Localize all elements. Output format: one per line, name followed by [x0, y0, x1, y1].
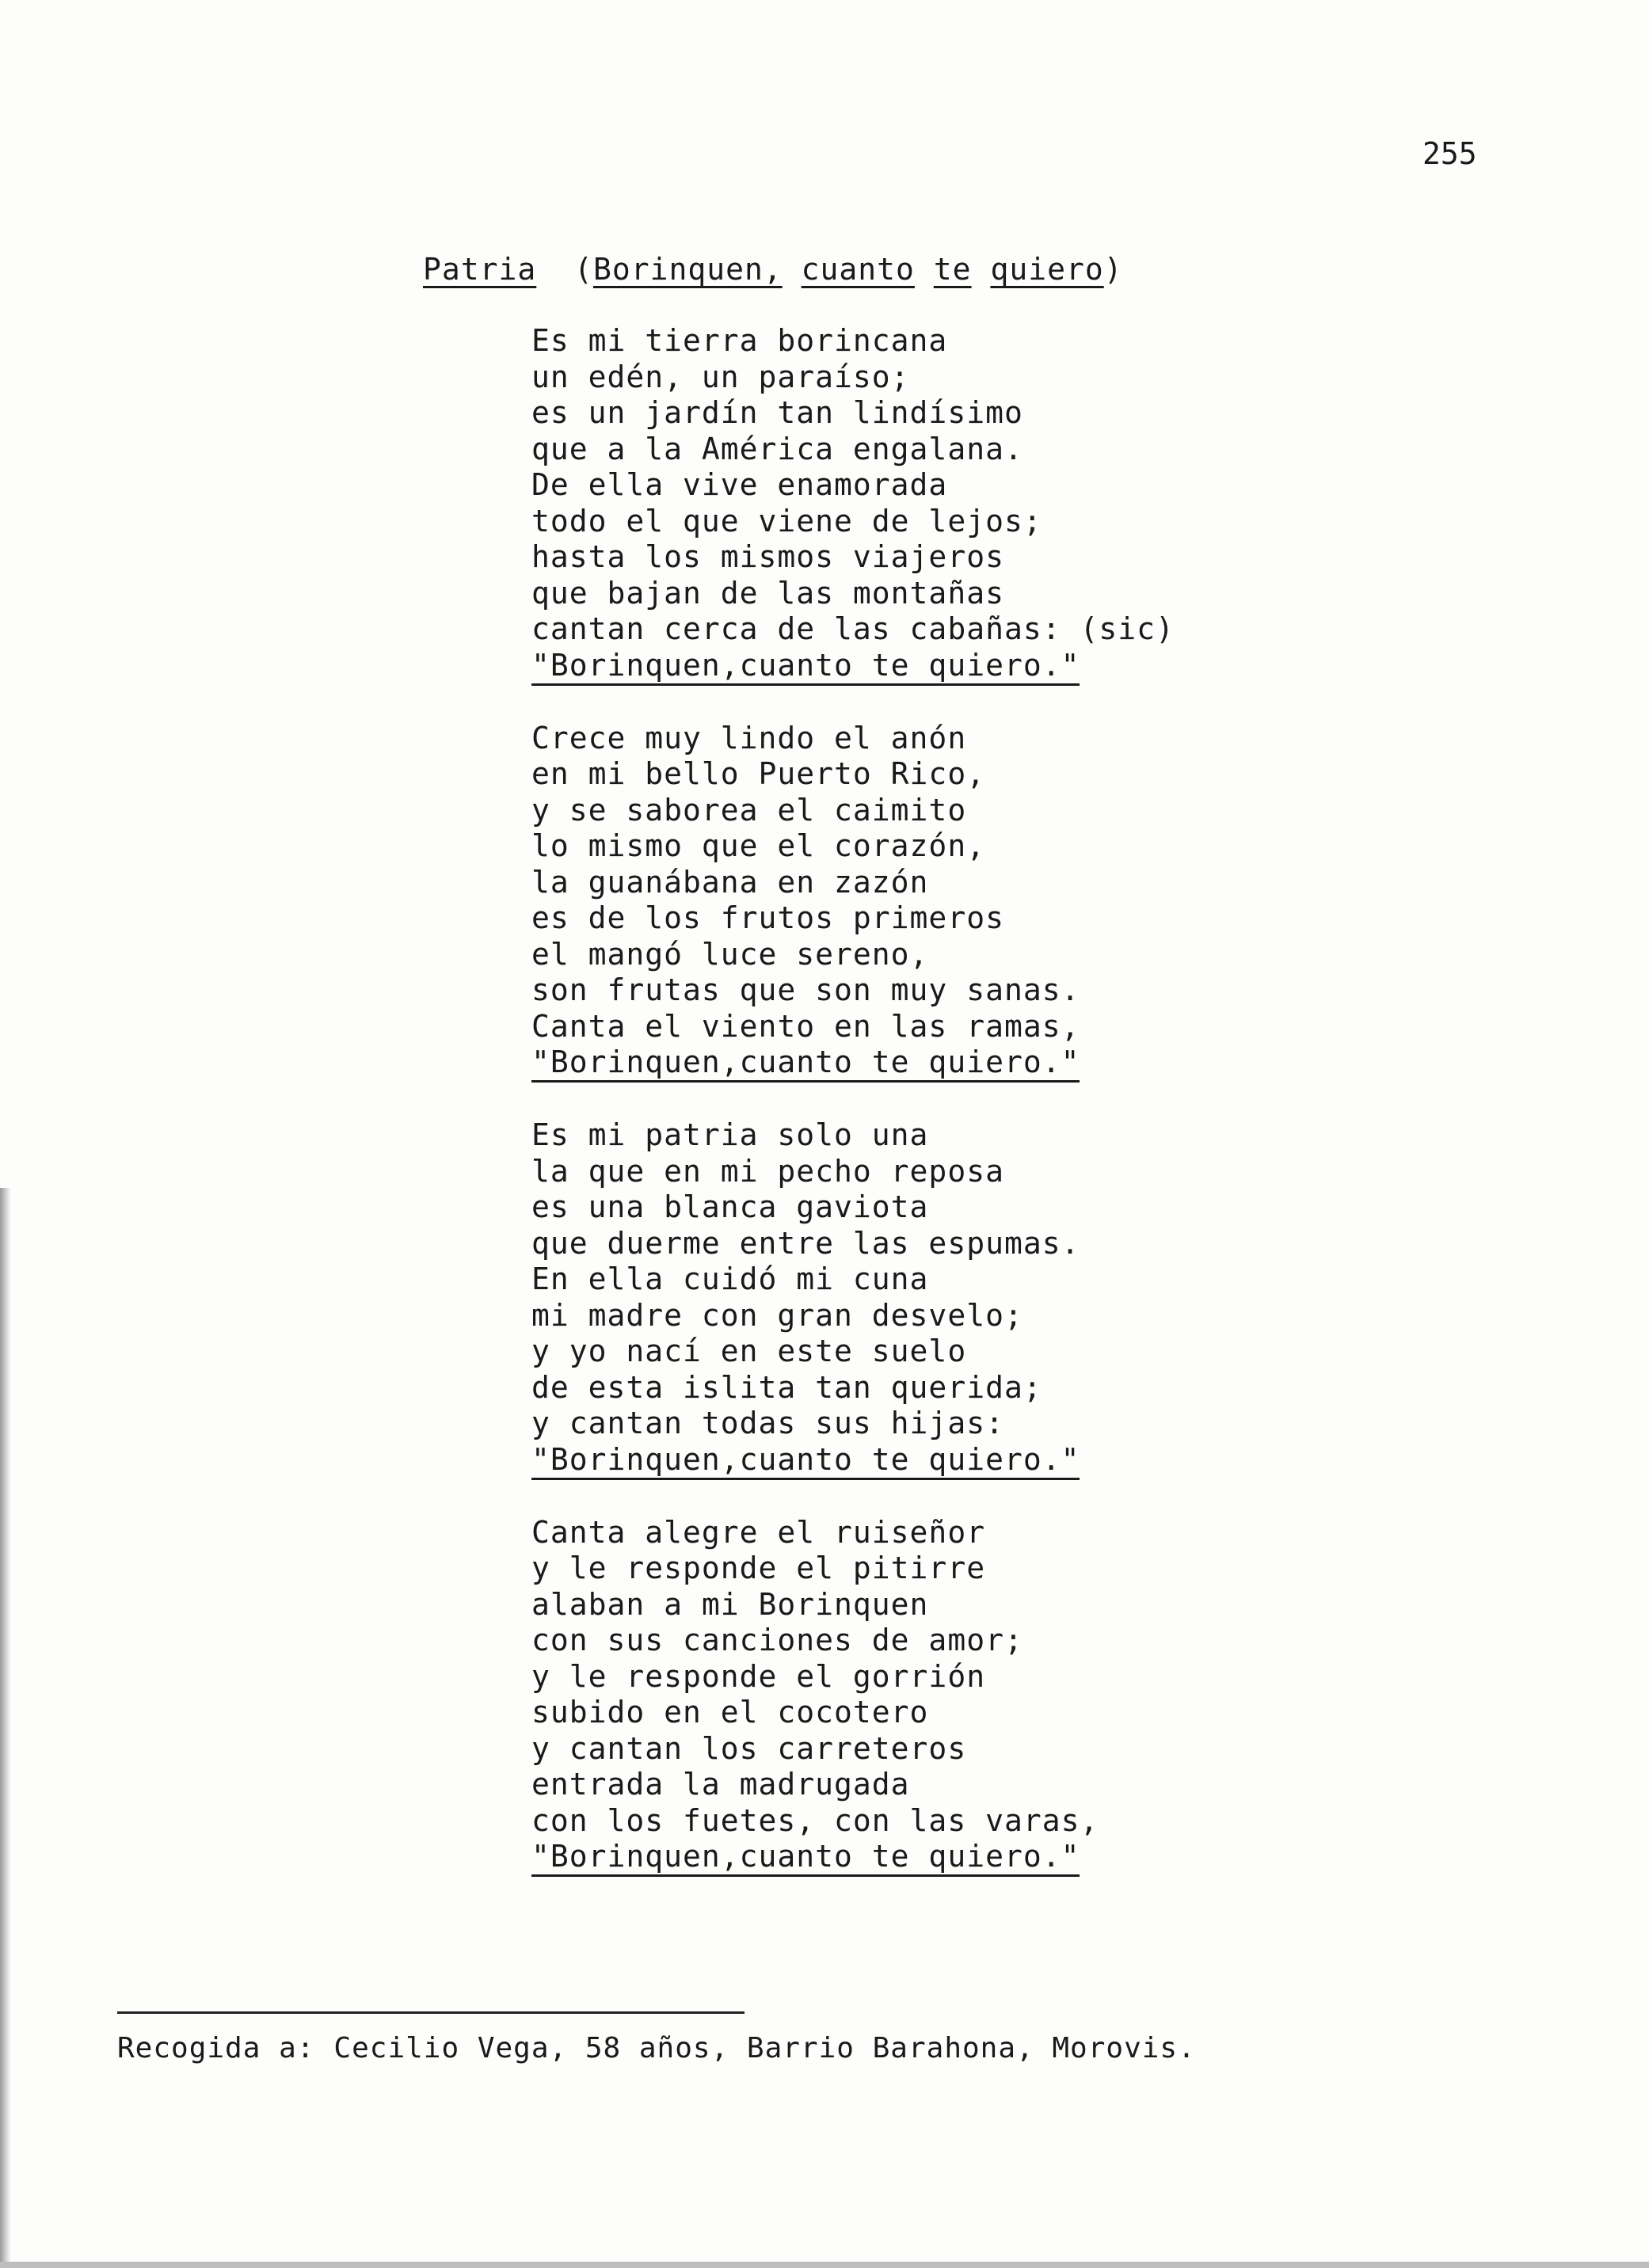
refrain-line: "Borinquen,cuanto te quiero." — [531, 1045, 1080, 1083]
verse-line: el mangó luce sereno, — [531, 936, 929, 972]
title-sub-4: quiero — [990, 252, 1104, 287]
page-number: 255 — [1422, 136, 1477, 171]
verse-line: es de los frutos primeros — [531, 900, 1004, 935]
verse-line: Crece muy lindo el anón — [531, 720, 967, 755]
verse-line: y se saborea el caimito — [531, 792, 967, 828]
verse-line: y yo nací en este suelo — [531, 1334, 967, 1368]
verse-line: En ella cuidó mi cuna — [531, 1261, 929, 1296]
verse-line: y cantan todas sus hijas: — [531, 1406, 1004, 1440]
verse-line: la guanábana en zazón — [531, 864, 929, 900]
verse-line: es una blanca gaviota — [531, 1189, 929, 1224]
stanza — [531, 1515, 1175, 1878]
verse-line: y cantan los carreteros — [531, 1730, 967, 1766]
title-open-paren: ( — [574, 252, 593, 287]
poem-body — [531, 323, 1175, 1912]
scan-edge-shadow — [0, 1188, 11, 2268]
verse-line: son frutas que son muy sanas. — [531, 972, 1080, 1007]
verse-line: Canta alegre el ruiseñor — [531, 1514, 986, 1550]
verse-line: cantan cerca de las cabañas: (sic) — [531, 611, 1175, 646]
refrain-line: "Borinquen,cuanto te quiero." — [531, 649, 1080, 686]
footnote-text: Cecilio Vega, 58 años, Barrio Barahona, Morovis. — [333, 2032, 1196, 2064]
verse-line: es un jardín tan lindísimo — [531, 395, 1023, 430]
verse-line: entrada la madrugada — [531, 1767, 910, 1802]
verse-line: un edén, un paraíso; — [531, 359, 910, 394]
verse-line: alaban a mi Borinquen — [531, 1586, 929, 1622]
verse-line: Es mi patria solo una — [531, 1117, 929, 1152]
title-main: Patria — [423, 252, 537, 287]
verse-line: que duerme entre las espumas. — [531, 1225, 1080, 1261]
stanza — [531, 323, 1175, 686]
verse-line: Canta el viento en las ramas, — [531, 1008, 1080, 1044]
poem-title — [423, 252, 1123, 287]
verse-line: y le responde el pitirre — [531, 1551, 986, 1585]
footnote-divider — [117, 2011, 745, 2014]
refrain-line: "Borinquen,cuanto te quiero." — [531, 1840, 1080, 1877]
verse-line: hasta los mismos viajeros — [531, 539, 1004, 574]
verse-line: mi madre con gran desvelo; — [531, 1297, 1023, 1333]
verse-line: que bajan de las montañas — [531, 575, 1004, 611]
verse-line: y le responde el gorrión — [531, 1658, 986, 1694]
scan-bottom-border — [0, 2262, 1649, 2268]
stanza — [531, 721, 1175, 1083]
verse-line: la que en mi pecho reposa — [531, 1153, 1004, 1189]
title-sub-2: cuanto — [801, 252, 915, 287]
refrain-line: "Borinquen,cuanto te quiero." — [531, 1443, 1080, 1480]
verse-line: lo mismo que el corazón, — [531, 828, 986, 863]
verse-line: con sus canciones de amor; — [531, 1623, 1023, 1657]
title-close-paren: ) — [1103, 252, 1123, 287]
stanza — [531, 1117, 1175, 1480]
verse-line: que a la América engalana. — [531, 431, 1023, 466]
verse-line: en mi bello Puerto Rico, — [531, 756, 986, 791]
footnote — [117, 2032, 1196, 2064]
title-sub-3: te — [933, 252, 972, 287]
verse-line: De ella vive enamorada — [531, 467, 948, 502]
verse-line: todo el que viene de lejos; — [531, 503, 1042, 538]
title-sub-1: Borinquen, — [592, 252, 783, 287]
footnote-label: Recogida a: — [117, 2032, 315, 2064]
verse-line: Es mi tierra borincana — [531, 323, 948, 358]
verse-line: de esta islita tan querida; — [531, 1369, 1042, 1405]
verse-line: con los fuetes, con las varas, — [531, 1802, 1099, 1838]
verse-line: subido en el cocotero — [531, 1695, 929, 1730]
